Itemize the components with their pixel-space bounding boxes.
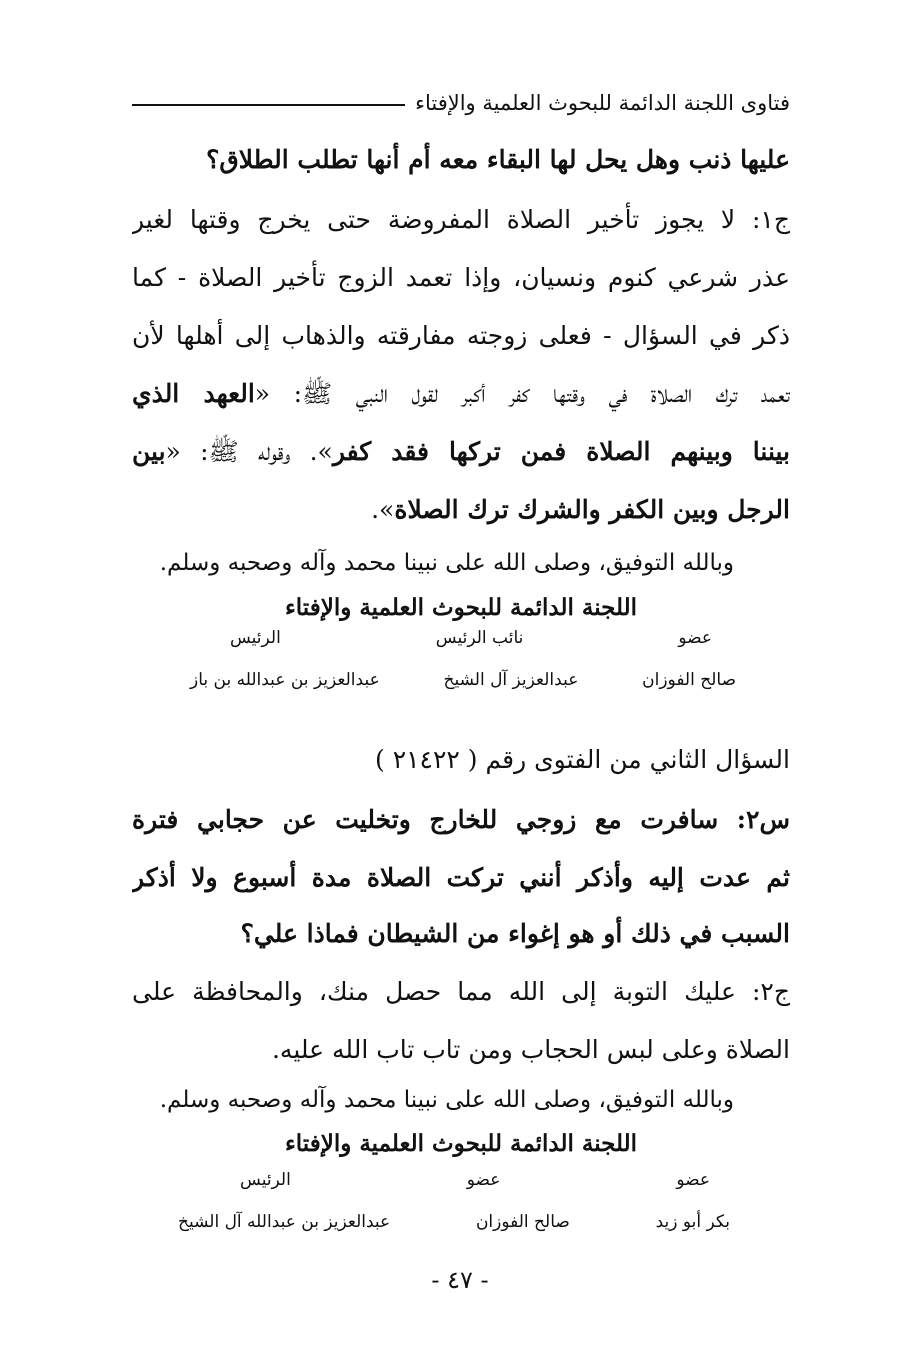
answer-2-line-2: الصلاة وعلى لبس الحجاب ومن تاب تاب الله عليه. [271, 1035, 790, 1064]
sig2-title-member-1: عضو [676, 1170, 710, 1190]
sig2-name-president: عبدالعزيز بن عبدالله آل الشيخ [178, 1212, 391, 1232]
answer-1-line-5 [132, 434, 790, 474]
running-header [132, 88, 790, 118]
sig1-title-president: الرئيس [230, 628, 281, 648]
question-1-tail: عليها ذنب وهل يحل لها البقاء معه أم أنها تطلب الطلاق؟ [206, 145, 790, 174]
hadith-1-end: بيننا وبينهم الصلاة فمن تركها فقد كفر [332, 437, 790, 466]
answer-1-line-2: عذر شرعي كنوم ونسيان، وإذا تعمد الزوج تأخير الصلاة - كما [132, 263, 790, 292]
closing-2: وبالله التوفيق، وصلى الله على نبينا محمد وآله وصحبه وسلم. [159, 1087, 734, 1113]
signature-titles-2 [240, 1170, 710, 1190]
sig2-name-member-2: صالح الفوزان [475, 1212, 570, 1232]
hadith-1-start: العهد الذي [132, 379, 255, 408]
closing-1: وبالله التوفيق، وصلى الله على نبينا محمد وآله وصحبه وسلم. [159, 550, 734, 576]
question-2-line-1: س٢: سافرت مع زوجي للخارج وتخليت عن حجابي فترة [132, 805, 790, 834]
sig1-title-deputy: نائب الرئيس [435, 628, 524, 648]
sig1-title-member: عضو [678, 628, 712, 648]
question-2-line-2: ثم عدت إليه وأذكر أنني تركت الصلاة مدة أسبوع ولا أذكر [132, 863, 790, 892]
hadith-2-end: الرجل وبين الكفر والشرك ترك الصلاة [394, 495, 790, 524]
answer-1-line-4 [132, 376, 790, 416]
answer-1-line-1: ج١: لا يجوز تأخير الصلاة المفروضة حتى يخرج وقتها لغير [132, 205, 790, 234]
question-2-line-3: السبب في ذلك أو هو إغواء من الشيطان فماذا علي؟ [240, 919, 790, 948]
sig1-name-member: صالح الفوزان [642, 670, 736, 690]
answer-1-line-3: ذكر في السؤال - فعلى زوجته مفارقته والذهاب إلى أهلها لأن [132, 321, 790, 350]
answer-1-line-6-end: ». [371, 495, 395, 524]
answer-1-line-5-text: ». وقوله ﷺ: « [165, 437, 333, 466]
header-rule [132, 104, 405, 106]
answer-2-line-1: ج٢: عليك التوبة إلى الله مما حصل منك، والمحافظة على [132, 977, 790, 1006]
answer-1-line-4-text: تعمد ترك الصلاة في وقتها كفر أكبر لقول النبي ﷺ: « [254, 379, 790, 408]
sig1-name-deputy: عبدالعزيز آل الشيخ [443, 670, 579, 690]
fatwa-2-heading: السؤال الثاني من الفتوى رقم ( ٢١٤٢٢ ) [374, 745, 790, 774]
committee-name-1: اللجنة الدائمة للبحوث العلمية والإفتاء [284, 594, 638, 621]
signature-names-2 [178, 1212, 730, 1232]
committee-name-2: اللجنة الدائمة للبحوث العلمية والإفتاء [284, 1130, 638, 1157]
signature-titles-1 [230, 628, 712, 648]
answer-1-line-6 [132, 492, 790, 532]
hadith-2-start: بين [132, 437, 166, 466]
signature-names-1 [190, 670, 736, 690]
page-number: - ٤٧ - [431, 1266, 489, 1294]
sig2-title-member-2: عضو [466, 1170, 501, 1190]
sig2-title-president: الرئيس [240, 1170, 291, 1190]
sig2-name-member-1: بكر أبو زيد [655, 1212, 730, 1232]
running-header-title: فتاوى اللجنة الدائمة للبحوث العلمية والإفتاء [415, 91, 790, 115]
sig1-name-president: عبدالعزيز بن عبدالله بن باز [190, 670, 380, 690]
